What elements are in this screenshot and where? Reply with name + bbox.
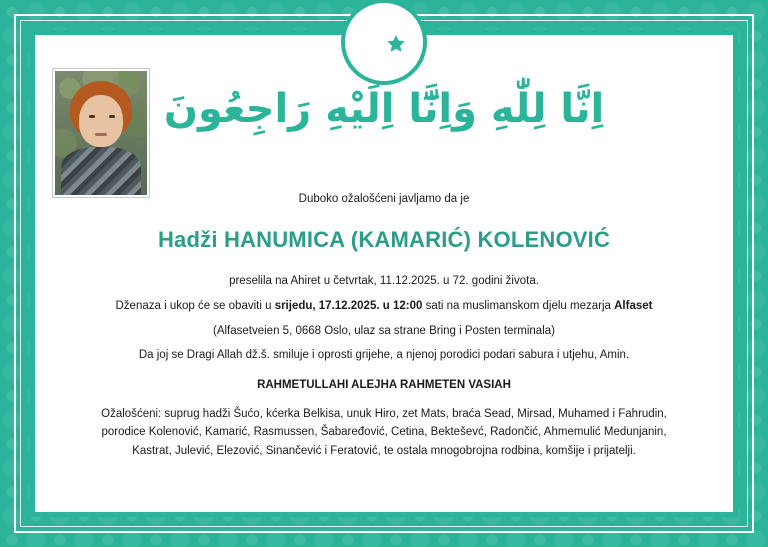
notice-card-inner: [41, 41, 727, 506]
death-line: preselila na Ahiret u četvrtak, 11.12.2025. u 72. godini života.: [229, 274, 539, 287]
funeral-line-part2: sati na muslimanskom djelu mezarja: [422, 299, 615, 312]
address-line: (Alfasetveien 5, 0668 Oslo, ulaz sa strane Bring i Posten terminala): [213, 324, 555, 337]
photo-scarf: [61, 147, 141, 195]
funeral-line: [81, 298, 687, 316]
cemetery-name: Alfaset: [614, 299, 653, 312]
dua-line: RAHMETULLAHI ALEJHA RAHMETEN VASIAH: [257, 379, 511, 392]
mourners-list: Ožalošćeni: suprug hadži Šućo, kćerka Belkisa, unuk Hiro, zet Mats, braća Sead, Mirsad, Muhamed i Fahrudin, porodice Kolenović, Kamarić, Rasmussen, Šabaređović, Cetina, Bekteševć, Radončić, Ahmemulić Medunjanin, Kastrat, Julević, Elezović, Sinančević i Feratović, te ostala mnogobrojna rodbina, komšije i prijatelji.: [101, 407, 667, 457]
lead-text: Duboko ožalošćeni javljamo da je: [298, 193, 470, 205]
arabic-calligraphy: اِنَّا لِلّٰهِ وَاِنَّٓا اِلَيْهِ رَاجِعُونَ: [163, 86, 605, 132]
funeral-datetime: srijedu, 17.12.2025. u 12:00: [274, 299, 423, 312]
deceased-name: Hadži HANUMICA (KAMARIĆ) KOLENOVIĆ: [157, 226, 611, 252]
notice-body: [81, 191, 687, 460]
prayer-line: Da joj se Dragi Allah dž.š. smiluje i oprosti grijehe, a njenoj porodici podari sabura i utjehu, Amin.: [138, 349, 630, 362]
photo-mouth: [95, 133, 107, 136]
funeral-line-part1: Dženaza i ukop će se obaviti u: [115, 299, 275, 312]
crescent-star-icon: [341, 0, 427, 85]
notice-card: [30, 30, 738, 517]
